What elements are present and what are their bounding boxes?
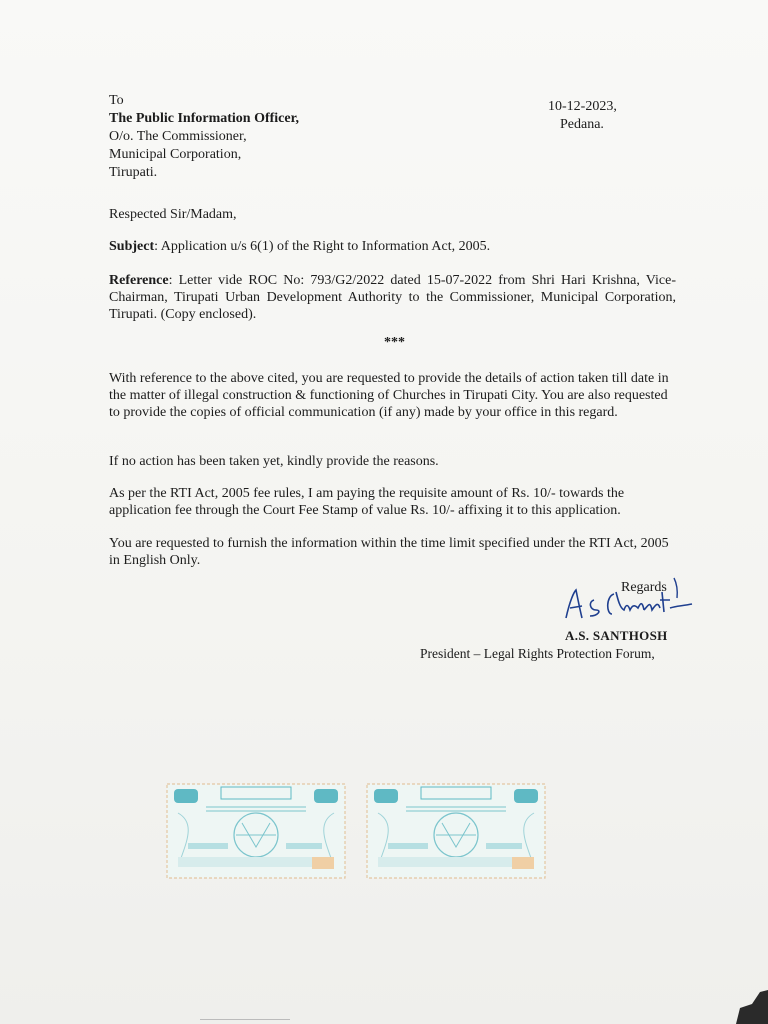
court-fee-stamp-2 [366, 783, 546, 879]
separator: *** [384, 335, 405, 350]
signatory-name: A.S. SANTHOSH [565, 628, 668, 643]
signature-image [560, 570, 700, 630]
body-paragraph: As per the RTI Act, 2005 fee rules, I am paying the requisite amount of Rs. 10/- towards the application fee through the Court Fee Stamp of value Rs. 10/- affixing it to this application. [109, 486, 625, 518]
subject-text: : Application u/s 6(1) of the Right to Information Act, 2005. [154, 239, 491, 254]
bottom-edge-mark [200, 1019, 290, 1020]
reference-line [109, 272, 676, 323]
recipient-title: The Public Information Officer, [109, 111, 300, 126]
reference-label: Reference [109, 273, 169, 288]
reference-text: : Letter vide ROC No: 793/G2/2022 dated 15-07-2022 from Shri Hari Krishna, Vice-Chairman, Tirupati Urban Development Authority to the Commissioner, Municipal Corporation, Tirupati. (Copy enclosed). [109, 273, 676, 322]
court-fee-stamp-1 [166, 783, 346, 879]
recipient-line: Tirupati. [109, 165, 158, 180]
recipient-address [109, 92, 299, 182]
recipient-line: O/o. The Commissioner, [109, 129, 247, 144]
salutation: Respected Sir/Madam, [109, 207, 237, 222]
closing-regards: Regards [621, 580, 667, 595]
subject-line [109, 238, 676, 255]
subject-label: Subject [109, 239, 155, 254]
letter-place: Pedana. [560, 117, 604, 132]
body-paragraph: If no action has been taken yet, kindly provide the reasons. [109, 454, 439, 469]
body-paragraph: You are requested to furnish the information within the time limit specified under the RTI Act, 2005 in English Only. [109, 536, 669, 568]
page-corner-shadow [730, 990, 768, 1024]
to-line: To [109, 93, 124, 108]
body-paragraph: With reference to the above cited, you are requested to provide the details of action taken till date in the matter of illegal construction & functioning of Churches in Tirupati City. You are also requested to provide the copies of official communication (if any) made by your office in this regard. [109, 371, 669, 420]
date-place-block [548, 98, 617, 134]
signatory-title: President – Legal Rights Protection Forum, [420, 646, 655, 661]
recipient-line: Municipal Corporation, [109, 147, 242, 162]
letter-date: 10-12-2023, [548, 99, 617, 114]
